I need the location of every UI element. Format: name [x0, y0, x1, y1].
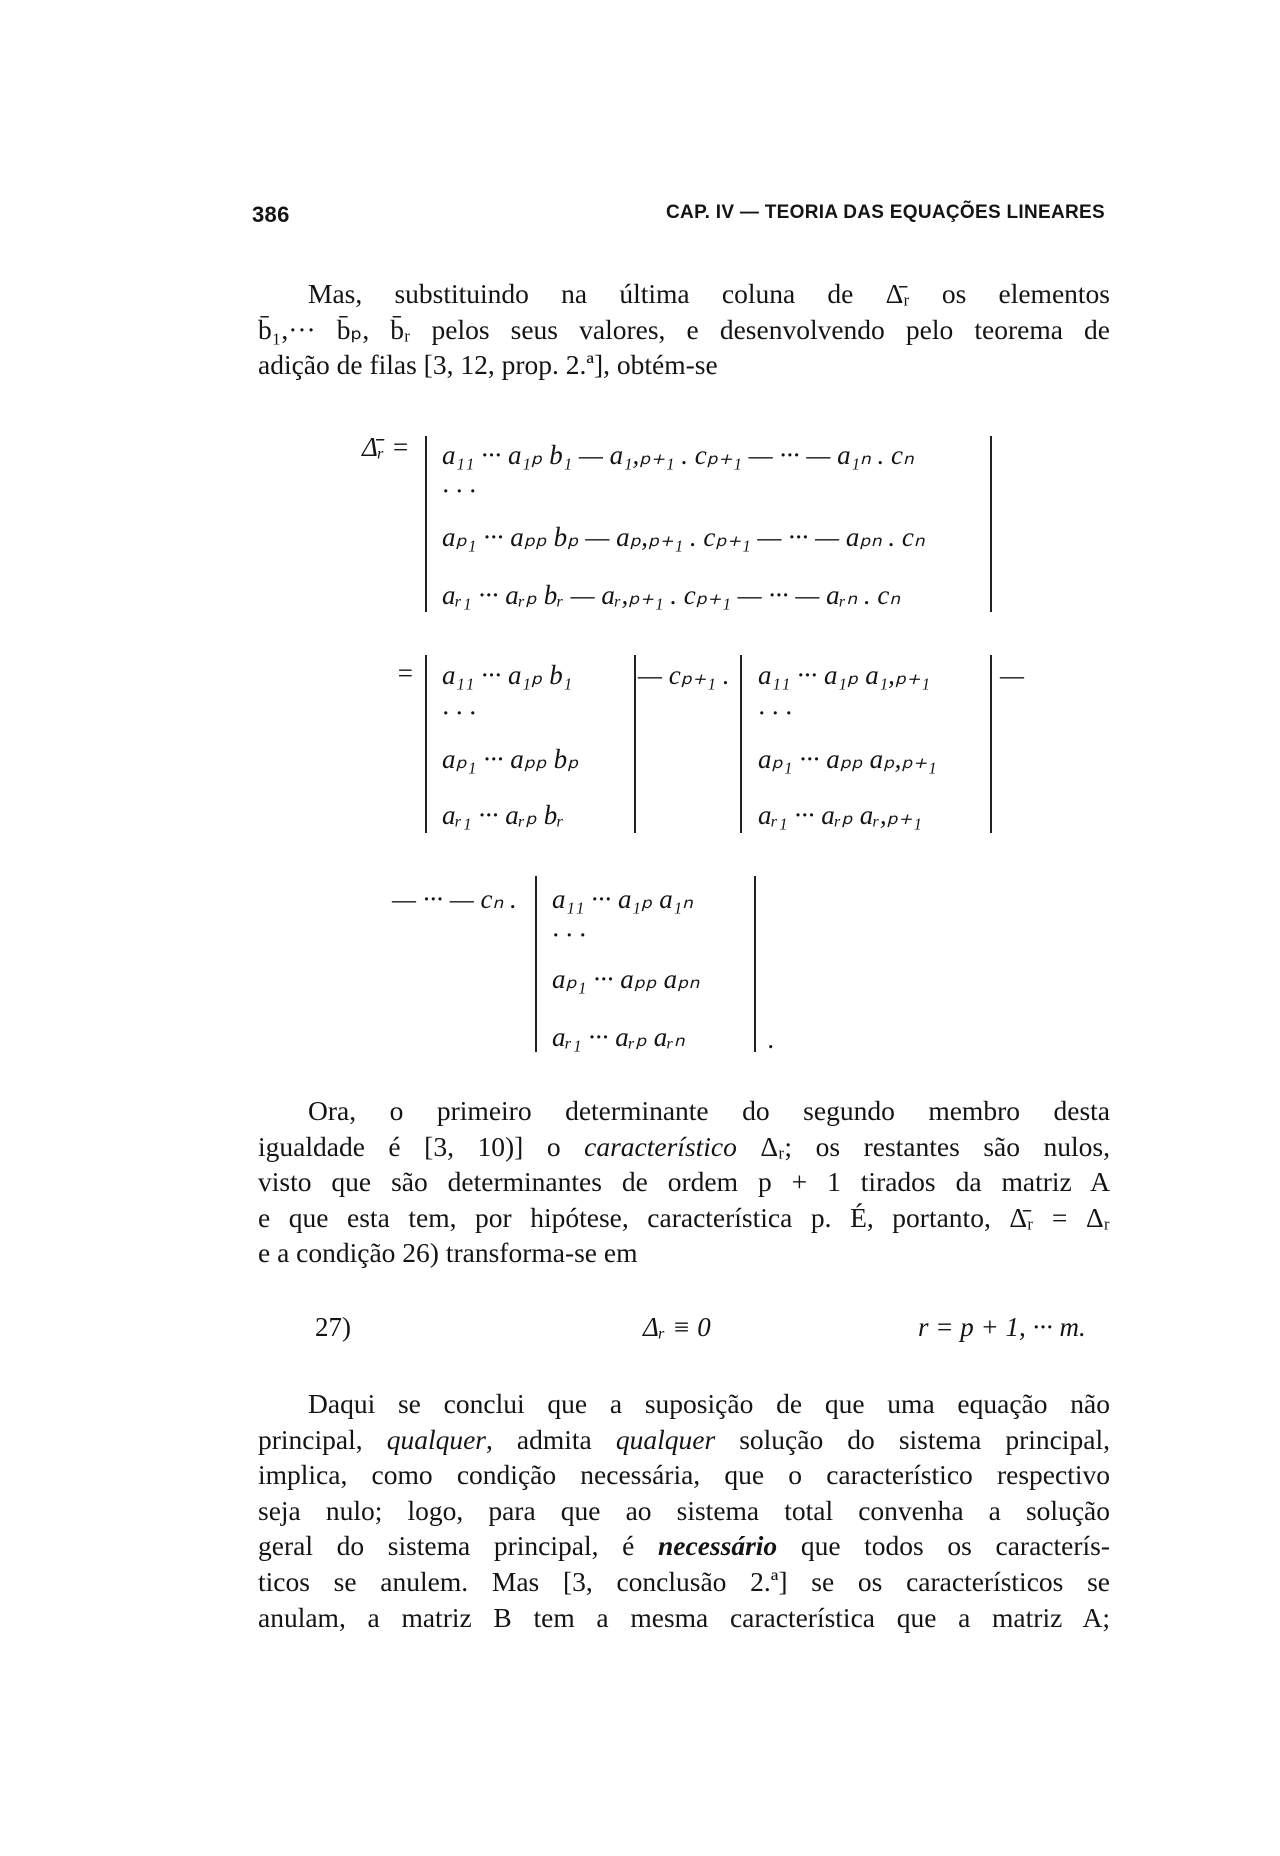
det2-coef: — cₚ₊₁ .	[638, 660, 730, 690]
det3-right-bar	[754, 876, 756, 1052]
running-title: CAP. IV — TEORIA DAS EQUAÇÕES LINEARES	[666, 202, 1105, 223]
det1-right-bar	[990, 436, 992, 612]
para1-line2: b̄₁,··· b̄ₚ, b̄ᵣ pelos seus valores, e desenvolvendo pelo teorema de	[258, 313, 1110, 345]
det2a-row2: aₚ₁ ··· aₚₚ bₚ	[442, 744, 579, 774]
det2b-row2: aₚ₁ ··· aₚₚ aₚ,ₚ₊₁	[758, 744, 937, 774]
det1-dots: · · ·	[442, 476, 476, 506]
det2a-dots: · · ·	[442, 698, 476, 728]
para3-line3: implica, como condição necessária, que o característico respectivo	[258, 1459, 1110, 1491]
para3-line6: ticos se anulem. Mas [3, conclusão 2.ª] se os característicos se	[258, 1565, 1110, 1597]
det2b-right-bar	[990, 655, 992, 833]
det2a-row1: a₁₁ ··· a₁ₚ b₁	[442, 660, 573, 690]
emphasis-qualquer-2: qualquer	[615, 1423, 716, 1455]
det3-dots: · · ·	[552, 920, 586, 950]
det1-left-bar	[425, 436, 427, 612]
para2-line1: Ora, o primeiro determinante do segundo membro desta	[308, 1095, 1110, 1126]
paragraph-2	[258, 1093, 1110, 1271]
det1-row3: aᵣ₁ ··· aᵣₚ bᵣ — aᵣ,ₚ₊₁ . cₚ₊₁ — ··· — aᵣₙ . cₙ	[442, 580, 901, 610]
det1-lhs: Δ̄ᵣ =	[362, 432, 410, 462]
paragraph-3	[258, 1386, 1110, 1635]
det3-row3: aᵣ₁ ··· aᵣₚ aᵣₙ	[552, 1022, 685, 1052]
det3-row2: aₚ₁ ··· aₚₚ aₚₙ	[552, 964, 700, 994]
det3-left-bar	[535, 876, 537, 1052]
eq27-formula: Δᵣ ≡ 0	[643, 1312, 711, 1342]
para2-line2: igualdade é [3, 10)] o característico Δᵣ; os restantes são nulos,	[258, 1130, 1110, 1162]
eq27-label: 27)	[315, 1312, 351, 1342]
para2-line4: e que esta tem, por hipótese, característica p. É, portanto, Δ̄ᵣ = Δᵣ	[258, 1201, 1110, 1233]
emphasis-necessario: necessário	[658, 1530, 778, 1562]
page-number: 386	[252, 202, 290, 227]
para2-line3: visto que são determinantes de ordem p + 1 tirados da matriz A	[258, 1166, 1110, 1198]
det2a-left-bar	[425, 655, 427, 833]
det1-row1: a₁₁ ··· a₁ₚ b₁ — a₁,ₚ₊₁ . cₚ₊₁ — ··· — a₁ₙ . cₙ	[442, 440, 914, 470]
det2b-row3: aᵣ₁ ··· aᵣₚ aᵣ,ₚ₊₁	[758, 800, 922, 830]
para2-line5: e a condição 26) transforma-se em	[258, 1237, 638, 1269]
det2b-row1: a₁₁ ··· a₁ₚ a₁,ₚ₊₁	[758, 660, 931, 690]
emphasis-qualquer-1: qualquer	[386, 1423, 486, 1455]
det3-row1: a₁₁ ··· a₁ₚ a₁ₙ	[552, 884, 693, 914]
det2a-row3: aᵣ₁ ··· aᵣₚ bᵣ	[442, 800, 564, 830]
det2-tail: —	[1000, 660, 1025, 690]
emphasis-caracteristico: característico	[584, 1130, 737, 1162]
det2-equals: =	[396, 658, 415, 688]
paragraph-1	[258, 276, 1110, 383]
det3-coef: — ··· — cₙ .	[392, 884, 517, 914]
det3-period: .	[768, 1024, 775, 1054]
det1-row2: aₚ₁ ··· aₚₚ bₚ — aₚ,ₚ₊₁ . cₚ₊₁ — ··· — aₚₙ . cₙ	[442, 522, 925, 552]
det2a-right-bar	[634, 655, 636, 833]
det2b-left-bar	[740, 655, 742, 833]
para3-line7: anulam, a matriz B tem a mesma característica que a matriz A;	[258, 1601, 1110, 1633]
para1-line1: Mas, substituindo na última coluna de Δ̄ᵣ os elementos	[308, 278, 1110, 309]
det2b-dots: · · ·	[758, 698, 792, 728]
para3-line5: geral do sistema principal, é necessário que todos os caracterís-	[258, 1530, 1110, 1562]
para1-line3: adição de filas [3, 12, prop. 2.ª], obtém-se	[258, 349, 718, 381]
eq27-range: r = p + 1, ··· m.	[918, 1312, 1086, 1342]
para3-line4: seja nulo; logo, para que ao sistema total convenha a solução	[258, 1494, 1110, 1526]
para3-line2: principal, qualquer, admita qualquer solução do sistema principal,	[258, 1423, 1111, 1455]
para3-line1: Daqui se conclui que a suposição de que uma equação não	[308, 1388, 1110, 1419]
